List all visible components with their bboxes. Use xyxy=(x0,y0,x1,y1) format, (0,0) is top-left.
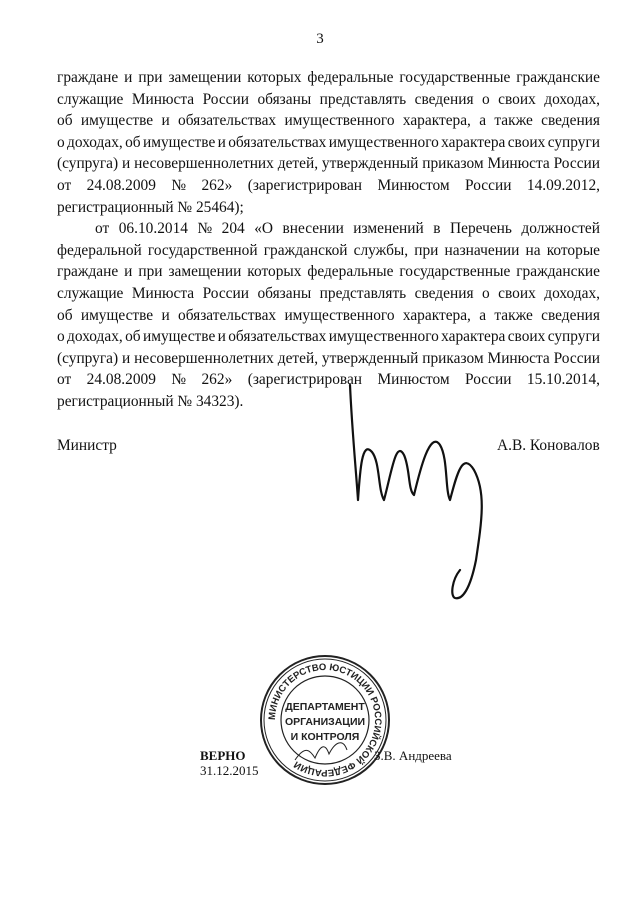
text-line-content: (супруга) и несовершеннолетних детей, утвержденный приказом Минюста России xyxy=(57,349,600,367)
signatory-name: А.В. Коновалов xyxy=(497,437,600,454)
text-line-content: регистрационный № 25464); xyxy=(57,198,244,216)
stamp-line-2: ОРГАНИЗАЦИИ xyxy=(284,716,366,728)
text-line-content: об имуществе и обязательствах имущественного характера, а также сведения xyxy=(57,306,600,324)
signatory-position: Министр xyxy=(57,437,117,454)
stamp-ring-text: МИНИСТЕРСТВО ЮСТИЦИИ РОССИЙСКОЙ ФЕДЕРАЦИИ xyxy=(266,661,384,779)
certifier-name: З.В. Андреева xyxy=(374,748,452,763)
official-stamp xyxy=(255,650,395,790)
certification-label: ВЕРНО xyxy=(200,748,246,763)
text-line-content: о доходах, об имуществе и обязательствах имущественного характера своих супруги xyxy=(57,328,600,346)
text-line-content: об имуществе и обязательствах имущественного характера, а также сведения xyxy=(57,112,600,130)
text-line-content: от 24.08.2009 № 262» (зарегистрирован Минюстом России 15.10.2014, xyxy=(57,371,600,389)
certification-date: 31.12.2015 xyxy=(200,763,259,778)
text-line-content: граждане и при замещении которых федеральные государственные гражданские xyxy=(57,263,600,281)
page-number: 3 xyxy=(316,31,324,47)
text-line-content: (супруга) и несовершеннолетних детей, утвержденный приказом Минюста России xyxy=(57,155,600,173)
stamp-line-1: ДЕПАРТАМЕНТ xyxy=(285,701,365,713)
text-line-content: служащие Минюста России обязаны представлять сведения о своих доходах, xyxy=(57,284,600,302)
stamp-line-3: И КОНТРОЛЯ xyxy=(290,731,360,743)
text-line-content: служащие Минюста России обязаны представлять сведения о своих доходах, xyxy=(57,90,600,108)
text-line-content: о доходах, об имуществе и обязательствах имущественного характера своих супруги xyxy=(57,133,600,151)
text-line-content: федеральной государственной гражданской службы, при назначении на которые xyxy=(57,241,600,259)
text-line-content: от 24.08.2009 № 262» (зарегистрирован Минюстом России 14.09.2012, xyxy=(57,176,600,194)
text-line-content: от 06.10.2014 № 204 «О внесении изменений в Перечень должностей xyxy=(95,220,600,238)
text-line-content: граждане и при замещении которых федеральные государственные гражданские xyxy=(57,69,600,86)
text-line-content: регистрационный № 34323). xyxy=(57,392,244,410)
